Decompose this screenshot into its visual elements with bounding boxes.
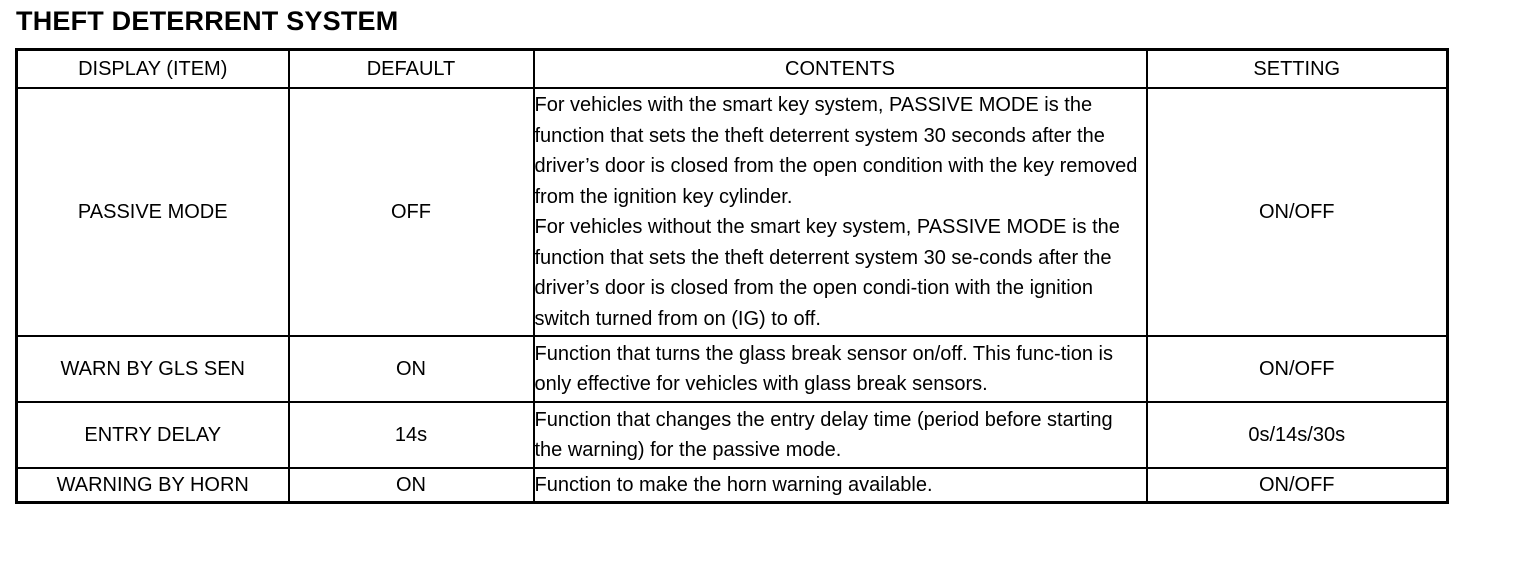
default-value: 14s <box>289 402 534 468</box>
setting-value: ON/OFF <box>1147 336 1448 402</box>
settings-table <box>15 48 1449 504</box>
display-item: ENTRY DELAY <box>17 402 289 468</box>
contents-paragraph: Function that turns the glass break sensor on/off. This func-tion is only effective for vehicles with glass break sensors. <box>534 342 1113 395</box>
table-row <box>17 402 1448 468</box>
setting-value: 0s/14s/30s <box>1147 402 1448 468</box>
setting-value: ON/OFF <box>1147 88 1448 336</box>
contents-cell <box>534 468 1147 503</box>
table-row <box>17 336 1448 402</box>
display-item: WARN BY GLS SEN <box>17 336 289 402</box>
contents-cell <box>534 402 1147 468</box>
header-setting: SETTING <box>1147 50 1448 89</box>
contents-paragraph: Function that changes the entry delay time (period before starting the warning) for the passive mode. <box>534 408 1113 461</box>
display-item: WARNING BY HORN <box>17 468 289 503</box>
header-default: DEFAULT <box>289 50 534 89</box>
default-value: ON <box>289 336 534 402</box>
display-item: PASSIVE MODE <box>17 88 289 336</box>
header-display: DISPLAY (ITEM) <box>17 50 289 89</box>
table-row <box>17 468 1448 503</box>
table-header-row <box>17 50 1448 89</box>
contents-cell <box>534 88 1147 336</box>
table-row <box>17 88 1448 336</box>
contents-paragraph: For vehicles with the smart key system, PASSIVE MODE is the function that sets the theft deterrent system 30 seconds after the driver’s door is closed from the open condition with the key removed from the ignition key cylinder. <box>534 94 1138 208</box>
contents-paragraph: Function to make the horn warning available. <box>534 474 933 496</box>
default-value: ON <box>289 468 534 503</box>
contents-cell <box>534 336 1147 402</box>
contents-paragraph: For vehicles without the smart key system, PASSIVE MODE is the function that sets the theft deterrent system 30 se-conds after the driver’s door is closed from the open condi-tion with the ignition switch turned from on (IG) to off. <box>534 216 1120 330</box>
header-contents: CONTENTS <box>534 50 1147 89</box>
default-value: OFF <box>289 88 534 336</box>
page-title: THEFT DETERRENT SYSTEM <box>16 6 399 36</box>
setting-value: ON/OFF <box>1147 468 1448 503</box>
